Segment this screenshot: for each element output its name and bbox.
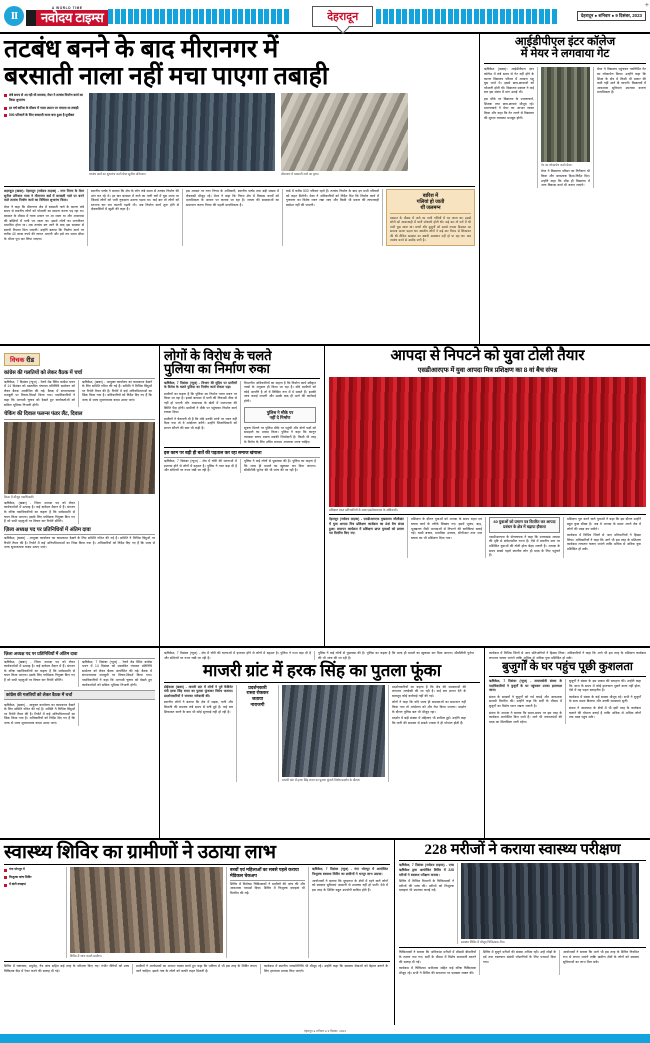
bullet-item: लंबे समय से आ रही थी समस्या, मेयर ने तटबंध निर्माण कार्य का किया शुभारंभ bbox=[4, 93, 83, 103]
gate-photo-caption: गेट का लोकार्पण करते मेयर। bbox=[541, 163, 573, 168]
elderly-col-2 bbox=[565, 679, 641, 724]
health-photo-caption: शिविर में जांच कराते ग्रामीण। bbox=[70, 954, 102, 959]
effigy-headline: माजरी ग्रांट में हरक सिंह का पुतला फूंका bbox=[202, 661, 442, 681]
sidebox-title-1: बारिश में bbox=[422, 193, 439, 199]
culvert-col-2 bbox=[240, 381, 316, 445]
lead-photo-drain bbox=[281, 93, 408, 171]
patients-col-4 bbox=[559, 950, 639, 975]
gate-body-2: मेयर ने विद्यालय पहुंचकर नवनिर्मित गेट का लोकार्पण किया। उन्होंने कहा कि शिक्षा के क्षेत्र में किसी भी प्रकार की कमी नहीं आने दी जाएगी। विद्यालयों में आवश्यक सुविधाएं उपलब्ध कराना प्राथमिकता है। bbox=[597, 67, 646, 95]
lead-photo-2-caption: मीरानगर में बरसाती नाले का दृश्य। bbox=[281, 172, 319, 176]
vichak-photo-caption: बैठक में मौजूद पदाधिकारी। bbox=[4, 494, 35, 499]
left-cont-band bbox=[4, 690, 155, 700]
edition-city-tab[interactable]: देहरादून bbox=[312, 6, 373, 27]
culvert-subhead: इस काम पर बड़ी ही बातें की पड़ताल कर रहा समाज खंगाला bbox=[164, 450, 262, 456]
top-zone bbox=[0, 34, 650, 344]
culvert-body-5: ऋषिकेश, 7 दिसंबर (न्यूज) - क्षेत्र में चोरी की घटनाओं में इजाफा होने से लोगों में दहशत है। पुलिस ने गश्त बढ़ा दी है और संदिग्धों पर नजर रखी जा रही है। bbox=[164, 459, 237, 473]
elderly-body-2: बुजुर्गों ने संस्था के इस प्रयास की सराहना की। उन्होंने कहा कि आज के समय में कोई हालचाल पूछने वाला नहीं होता, ऐसे में यह पहल सराहनीय है। bbox=[569, 678, 641, 693]
health-subhead: बच्चों एवं महिलाओं का सबसे पहले कराया मेडिकल चेकअप bbox=[230, 867, 299, 879]
vichak-col-3 bbox=[4, 501, 78, 524]
lead-headline-line2: बरसाती नाला नहीं मचा पाएगा तबाही bbox=[4, 62, 329, 90]
lead-bullets bbox=[4, 93, 86, 183]
bullet-item: हर वर्ष बारिश के मौसम में नाला उफान पर मचाता था तबाही bbox=[4, 106, 83, 111]
gate-story bbox=[480, 34, 650, 344]
logo-tagline: A WORLD TIME bbox=[51, 5, 83, 10]
patients-body-5: कार्यक्रम में चिकित्सा अधीक्षक सहित कई वरिष्ठ चिकित्सक मौजूद रहे। सभी ने शिविर की सफलता पर प्रसन्नता व्यक्त की। bbox=[399, 966, 476, 975]
effigy-story bbox=[160, 648, 485, 838]
vichak-body-5: ऋषिकेश, (खबर) - आयुक्त कार्यालय का कामकाज देखने के लिए समिति गठित की गई है। समिति ने विभिन्न बिंदुओं पर रिपोर्ट तैयार की है। रिपोर्ट में कई अनियमितताओं का जिक्र किया गया है। अधिकारियों को निर्देश दिए गए हैं कि जल्द से जल्द सुधारात्मक कदम उठाए जाएं। bbox=[4, 536, 155, 550]
vichak-subhead-1: कांग्रेस की गलतियों को लेकर वैठक में चर्चा bbox=[4, 370, 83, 376]
logo-name: नवोदय टाइम्स bbox=[26, 10, 108, 27]
vichak-tag-rest: रीड bbox=[26, 357, 35, 364]
effigy-pre-body-2: पुलिस ने कई लोगों से पूछताछ की है। पुलिस का कहना है कि जल्द ही मामले का खुलासा कर दिया जाएगा। सीसीटीवी फुटेज की भी जांच की जा रही है। bbox=[318, 651, 474, 660]
left-cont-subhead: ज़िला अध्यक्ष पद पर प्रतिनिधियों में अंतिम दावा bbox=[4, 651, 78, 656]
lead-photo-1-wrap bbox=[86, 93, 278, 183]
lead-dateline: शहरकू्त (खबर): देहरादून (नवोदय टाइम्स) - नगर निगम के मेयर सुनील उनियाल गामा ने मीरानगर वार्ड में बरसाती नाले पर बनने वाले तटबंध निर्माण कार्य का विधिवत शुभारंभ किया। bbox=[4, 189, 84, 203]
patients-col-3 bbox=[479, 950, 559, 975]
left-cont-col-4 bbox=[78, 703, 152, 726]
vichak-subhead-3: ज़िला अध्यक्ष पद पर प्रतिनिधियों में अंतिम दावा bbox=[4, 526, 91, 533]
sdrf-body-4: प्रशिक्षण पूरा करने वाले युवाओं ने कहा कि इस दौरान उन्होंने बहुत कुछ सीखा है। अब वे आपदा के समय अपने क्षेत्र में लोगों की मदद कर सकेंगे। bbox=[567, 517, 641, 531]
patients-body-1: शिविर में विभिन्न विभागों के चिकित्सकों ने मरीजों की जांच की। मरीजों को निःशुल्क दवाइयां भी उपलब्ध कराई गईं। bbox=[399, 879, 454, 893]
effigy-photo-caption: माजरी ग्रांट में हरक सिंह रावत का पुतला फूंकते विरोध प्रदर्शन के दौरान। bbox=[282, 777, 361, 782]
left-cont-col-3 bbox=[4, 703, 78, 726]
health-camp-story bbox=[0, 840, 395, 1025]
effigy-pre-col-2 bbox=[314, 651, 474, 660]
vichak-read-section bbox=[0, 346, 160, 646]
lead-body-columns bbox=[4, 189, 475, 246]
sidebox-title-3: थीं जलमग्न bbox=[420, 205, 441, 211]
health-camp-photo bbox=[70, 867, 223, 953]
health-bullets-col bbox=[4, 867, 66, 958]
lead-body-1: मेयर ने कहा कि मीरानगर क्षेत्र में बरसाती नाले के कारण लंबे समय से स्थानीय लोगों को परेशानी का सामना करना पड़ रहा था। बरसात के मौसम में नाला उफान पर आ जाता था और आसपास की बस्तियों में पानी भर जाता था। इससे लोगों का जनजीवन प्रभावित होता था। अब तटबंध बन जाने के बाद इस समस्या से स्थायी निजात मिल जाएगी। उन्होंने बताया कि निर्माण कार्य पर करीब 40 लाख रुपये की लागत आएगी और इसे तय समय सीमा के भीतर पूरा कर लिया जाएगा। bbox=[4, 204, 84, 242]
lead-sidebox-col bbox=[382, 189, 475, 246]
footer-color-strip bbox=[0, 1034, 650, 1043]
lead-col-2 bbox=[87, 189, 182, 246]
sdrf-col-3 bbox=[485, 517, 563, 557]
gate-body-3: इस मौके पर विद्यालय के प्रधानाचार्य, शिक्षक तथा छात्र-छात्राएं मौजूद रहे। प्रधानाचार्य ने मेयर का आभार व्यक्त किया और कहा कि गेट लगने से विद्यालय की सुरक्षा व्यवस्था मजबूत होगी। bbox=[484, 97, 534, 120]
health-photo-col bbox=[66, 867, 226, 958]
lead-body-3: इस अवसर पर नगर निगम के अधिकारी, स्थानीय पार्षद तथा बड़ी संख्या में क्षेत्रवासी मौजूद रहे। मेयर ने कहा कि निगम क्षेत्र में विकास कार्यों को प्राथमिकता के आधार पर कराया जा रहा है। जनता की समस्याओं का समाधान करना निगम की पहली प्राथमिकता है। bbox=[186, 189, 279, 207]
elderly-body-3: संस्था के अध्यक्ष ने बताया कि समय-समय पर इस तरह के कार्यक्रम आयोजित किए जाते हैं। आगे भी जरूरतमंदों की मदद का सिलसिला जारी रहेगा। bbox=[489, 710, 562, 724]
gate-headline-line1: आईडीपीएल इंटर कॉलेज bbox=[514, 36, 616, 48]
gate-photo-col bbox=[537, 67, 593, 187]
left-cont-body-1: ऋषिकेश, (खबर) - जिला अध्यक्ष पद को लेकर कार्यकर्ताओं में उत्साह है। कई दावेदार मैदान में हैं। संगठन के वरिष्ठ पदाधिकारियों का कहना है कि सर्वसम्मति से चयन किया जाएगा। इसके लिए पर्यवेक्षक नियुक्त किए गए हैं जो सभी पहलुओं पर विचार कर रिपोर्ट सौंपेंगे। bbox=[4, 659, 75, 682]
elderly-body-1: संस्था के सदस्यों ने बुजुर्गों को गर्म कपड़े और आवश्यक सामग्री वितरित की। उन्होंने कहा कि सर्दी के मौसम में बुजुर्गों का विशेष ध्यान रखना जरूरी है। bbox=[489, 694, 562, 708]
decorative-bar-left bbox=[108, 9, 309, 24]
crop-mark-icon: + bbox=[644, 2, 649, 9]
lead-photo-1-caption: तटबंध कार्य का शुभारंभ करते मेयर सुनील उनियाल। bbox=[89, 172, 146, 176]
vichak-tag[interactable] bbox=[4, 353, 40, 366]
lead-col-3 bbox=[182, 189, 282, 246]
health-col-2 bbox=[226, 867, 308, 958]
sdrf-body-3: एसडीआरएफ के सेनानायक ने कहा कि उत्तराखंड आपदा की दृष्टि से संवेदनशील राज्य है। ऐसे में स्थानीय स्तर पर प्रशिक्षित युवाओं की टोली होना बेहद जरूरी है। आपदा के समय सबसे पहले स्थानीय लोग ही मदद के लिए पहुंचते हैं। bbox=[489, 534, 560, 558]
lead-photo-crowd bbox=[89, 93, 275, 171]
effigy-tag-2: रास्ता रोककर bbox=[246, 690, 269, 696]
sdrf-inset bbox=[489, 517, 560, 532]
vichak-subhead-2: चेकिंग की दिवाल फलन्स फंडर लैंट, दिवाल bbox=[4, 411, 83, 418]
logo-monogram-icon: II bbox=[4, 6, 24, 26]
sdrf-inset-title: 60 युवाओं को प्रमाण पत्र वितरित कर आपदा प्रबंधन के क्षेत्र में बढ़ाया हौसला bbox=[493, 519, 556, 529]
bottom-zone bbox=[0, 840, 650, 1025]
culvert-body-6: पुलिस ने कई लोगों से पूछताछ की है। पुलिस का कहना है कि जल्द ही मामले का खुलासा कर दिया जाएगा। सीसीटीवी फुटेज की भी जांच की जा रही है। bbox=[244, 459, 316, 473]
bullet-item: में बांटी दवाइयां bbox=[4, 882, 63, 886]
vichak-photo bbox=[4, 422, 155, 494]
culvert-inset bbox=[244, 407, 316, 423]
effigy-photo-col bbox=[278, 685, 388, 782]
health-col-4 bbox=[4, 964, 132, 973]
health-body-4: ग्रामीणों ने आयोजकों का आभार व्यक्त करते हुए कहा कि भविष्य में भी इस तरह के शिविर लगाए जाने चाहिए। इससे गांव के लोगों को काफी राहत मिलती है। bbox=[136, 964, 257, 973]
left-continuation bbox=[0, 648, 160, 838]
vichak-col-4 bbox=[78, 501, 152, 524]
culvert-body-4: ग्रामीणों ने चेतावनी दी है कि यदि उनकी मांगों पर ध्यान नहीं दिया गया तो वे आंदोलन करेंगे। उन्होंने जिलाधिकारी को ज्ञापन सौंपने की बात भी कही है। bbox=[164, 416, 237, 430]
sdrf-dek: एसडीआरएफ में युवा आपदा मित्र प्रशिक्षण का 8 वां बैच संपन्न bbox=[417, 367, 558, 375]
patients-col-2 bbox=[399, 950, 479, 975]
lead-col-4 bbox=[282, 189, 382, 246]
patients-story bbox=[395, 840, 650, 1025]
effigy-body-5: प्रदर्शन में बड़ी संख्या में महिलाएं भी शामिल हुईं। उन्होंने कहा कि पानी की समस्या से सबसे ज्यादा वे ही परेशान होती हैं। bbox=[392, 716, 466, 725]
health-col-5 bbox=[132, 964, 260, 973]
left-cont-body-2: ऋषिकेश, 7 दिसंबर (न्यूज) - रेलवे रोड स्थित कांग्रेस भवन में 14 दिसंबर को प्रस्तावित पंचायत प्रतिनिधि सम्मेलन को लेकर बैठक आयोजित की गई। बैठक में संगठनात्मक मजबूती पर विचार-विमर्श किया गया। पदाधिकारियों ने कहा कि आगामी चुनाव को देखते हुए कार्यकर्ताओं को सक्रिय भूमिका निभानी होगी। bbox=[82, 659, 152, 687]
sdrf-body-2: प्रशिक्षण के दौरान युवाओं को आपदा के समय राहत एवं बचाव कार्य के तरीके सिखाए गए। इसमें भूकंप, बाढ़, भूस्खलन जैसी आपदाओं से निपटने की बारीकियां बताई गईं। रस्सी बचाव, प्राथमिक उपचार, सीपीआर तथा जल बचाव का भी प्रशिक्षण दिया गया। bbox=[411, 517, 482, 540]
sidebox-text: बरसात के मौसम में नाले का पानी गलियों में भर जाता था। इससे लोगों को आवाजाही में भारी परेशानी होती थी। कई बार तो घरों में भी पानी घुस जाता था। बच्चों और बुजुर्गों को सबसे ज्यादा दिक्कत का सामना करना पड़ता था। स्थानीय लोगों ने कई बार निगम से शिकायत की थी लेकिन समस्या का स्थायी समाधान नहीं हो पा रहा था। अब तटबंध बनने से उम्मीद जगी है। bbox=[390, 216, 471, 242]
culvert-dateline: ऋषिकेश, 7 दिसंबर (न्यूज) - विभाग की मुहिम पर ग्रामीणों के विरोध के चलते पुलिया का निर्माण कार्य रोकना पड़ा। bbox=[164, 380, 237, 390]
lead-photo-2-wrap bbox=[278, 93, 408, 183]
sdrf-body-1: देहरादून (नवोदय टाइम्स) - एसडीआरएफ मुख्यालय जौलीग्रांट में युवा आपदा मित्र प्रशिक्षण कार्यक्रम का 8वां बैच संपन्न हुआ। समापन कार्यक्रम में प्रशिक्षण प्राप्त युवाओं को प्रमाण पत्र वितरित किए गए। bbox=[329, 517, 404, 536]
elderly-col-1 bbox=[489, 679, 565, 724]
sdrf-story bbox=[325, 346, 650, 646]
culvert-col-3 bbox=[164, 459, 240, 473]
effigy-tags-col bbox=[236, 685, 278, 782]
lead-story bbox=[0, 34, 480, 344]
sidebox-title-2: गलियां हो जाती bbox=[416, 199, 445, 205]
footer-note: देहरादून ● शनिवार ● 9 दिसंबर, 2023 bbox=[304, 1029, 346, 1033]
health-col-3 bbox=[308, 867, 388, 958]
health-body-1: शिविर में विशेषज्ञ चिकित्सकों ने ग्रामीणों की जांच की और आवश्यक परामर्श दिया। शिविर में निःशुल्क दवाइयां भी वितरित की गईं। bbox=[230, 881, 305, 896]
culvert-body-3: सूचना मिलने पर पुलिस मौके पर पहुंची और दोनों पक्षों को समझाने का प्रयास किया। पुलिस ने कहा कि कानून व्यवस्था बनाए रखना सबकी जिम्मेदारी है। किसी भी तरह के विरोध के लिए उचित माध्यम अपनाया जाना चाहिए। bbox=[244, 425, 316, 444]
decorative-bar-right bbox=[376, 9, 577, 24]
left-cont-body-3: ऋषिकेश, (खबर) - आयुक्त कार्यालय का कामकाज देखने के लिए समिति गठित की गई है। समिति ने विभिन्न बिंदुओं पर रिपोर्ट तैयार की है। रिपोर्ट में कई अनियमितताओं का जिक्र किया गया है। अधिकारियों को निर्देश दिए गए हैं कि जल्द से जल्द सुधारात्मक कदम उठाए जाएं। bbox=[4, 702, 75, 726]
elderly-dateline: ऋषिकेश, 7 दिसंबर (न्यूज) - समाजसेवी संस्था के पदाधिकारियों ने बुजुर्गों के घर पहुंचकर उनका हालचाल जाना। bbox=[489, 678, 562, 693]
publication-logo[interactable] bbox=[4, 6, 108, 27]
masthead-dateline: देहरादून ● शनिवार ● 9 दिसंबर, 2023 bbox=[577, 11, 646, 21]
gate-body-1: ऋषिकेश (खबर)। आईडीपीएल इंटर कॉलेज में लंबे समय से गेट नहीं होने के कारण विद्यालय परिसर में आवारा पशु घुस जाते थे। इससे छात्र-छात्राओं को परेशानी होती थी। विद्यालय प्रबंधन ने कई बार इस संबंध में मांग उठाई थी। bbox=[484, 67, 534, 95]
sdrf-col-4 bbox=[563, 517, 641, 557]
gate-col-3 bbox=[593, 67, 646, 187]
health-body-2: आयोजकों ने बताया कि दूरदराज के क्षेत्रों में रहने वाले लोगों को स्वास्थ्य सुविधाएं आसानी से उपलब्ध नहीं हो पातीं। ऐसे में इस तरह के शिविर बहुत उपयोगी साबित होते हैं। bbox=[312, 878, 388, 892]
effigy-body-3: लोगों ने कहा कि यदि जल्द ही समस्याओं का समाधान नहीं किया गया तो आंदोलन को और तेज किया जाएगा। प्रदर्शन के दौरान पुलिस बल भी मौजूद रहा। bbox=[392, 700, 466, 714]
health-body-3: शिविर में रक्तचाप, मधुमेह, नेत्र जांच सहित कई तरह के परीक्षण किए गए। गंभीर रोगियों को उच्च चिकित्सा केंद्र में रेफर करने की सलाह दी गई। bbox=[4, 964, 129, 973]
bullet-item: 500 परिवारों के लिए बरसाती नाला बना हुआ है मुसीबत bbox=[4, 113, 83, 118]
gate-photo bbox=[541, 67, 590, 162]
culvert-story bbox=[160, 346, 325, 646]
patients-body-4: आयोजकों ने बताया कि आगे भी इस तरह के शिविर नियमित रूप से लगाए जाएंगे ताकि ग्रामीण क्षेत्रों के लोगों को स्वास्थ्य सुविधाओं का लाभ मिल सके। bbox=[563, 950, 639, 964]
rain-sidebox bbox=[386, 189, 475, 246]
lower-middle-zone bbox=[0, 648, 650, 838]
culvert-body-2: विभागीय अधिकारियों का कहना है कि निर्माण कार्य स्वीकृत नक्शे के अनुसार ही किया जा रहा है। यदि ग्रामीणों को कोई आपत्ति है तो वे लिखित रूप में दे सकते हैं। इसकी जांच कराई जाएगी और उसके बाद ही आगे की कार्रवाई होगी। bbox=[244, 380, 316, 403]
patients-dateline: ऋषिकेश, 7 दिसंबर (नवोदय टाइम्स) - एम्स ऋषिकेश द्वारा आयोजित शिविर में 228 मरीजों ने स्वास्थ्य परीक्षण कराया। bbox=[399, 863, 454, 877]
left-cont-col-1 bbox=[4, 660, 78, 688]
bullet-item: निःशुल्क जांच शिविर bbox=[4, 875, 63, 879]
culvert-col-1 bbox=[164, 381, 240, 445]
effigy-tag-1: प्रदर्शनकारी bbox=[248, 684, 267, 690]
health-col-6 bbox=[260, 964, 388, 973]
left-cont-band-title: कांग्रेस की गलतियों को लेकर वैठक में चर्चा bbox=[6, 692, 73, 698]
culvert-headline-1: लोगों के विरोध के चलते bbox=[164, 348, 272, 363]
culvert-inset-title-2: नहीं दे निर्माण bbox=[269, 414, 291, 420]
patients-photo-col bbox=[457, 863, 639, 944]
elderly-body-5: संस्था ने आसपास के क्षेत्रों में भी इसी तरह के कार्यक्रम चलाने की योजना बनाई है ताकि अधिक से अधिक लोगों तक मदद पहुंच सके। bbox=[569, 705, 641, 720]
effigy-col-4 bbox=[388, 685, 466, 782]
vichak-body-2: ऋषिकेश, (खबर) - आयुक्त कार्यालय का कामकाज देखने के लिए समिति गठित की गई है। समिति ने विभिन्न बिंदुओं पर रिपोर्ट तैयार की है। रिपोर्ट में कई अनियमितताओं का जिक्र किया गया है। अधिकारियों को निर्देश दिए गए हैं कि जल्द से जल्द सुधारात्मक कदम उठाए जाएं। bbox=[82, 379, 152, 402]
sdrf-photo-caption: प्रशिक्षण प्राप्त प्रतिभागियों के साथ एसडीआरएफ के अधिकारी। bbox=[329, 508, 398, 513]
patients-body-3: शिविर में बुजुर्ग मरीजों की संख्या अधिक रही। उन्हें जोड़ों के दर्द तथा रक्तचाप संबंधी परेशानियों के लिए परामर्श दिया गया। bbox=[483, 950, 556, 964]
sdrf-col-2 bbox=[407, 517, 485, 557]
lead-col-1 bbox=[4, 189, 87, 246]
elderly-pre-body: कार्यक्रम में विभिन्न जिलों से आए प्रतिभागियों ने हिस्सा लिया। अधिकारियों ने कहा कि आगे भी इस तरह के प्रशिक्षण कार्यक्रम लगातार चलाए जाएंगे ताकि अधिक से अधिक युवा प्रशिक्षित हो सकें। bbox=[489, 651, 646, 660]
masthead bbox=[0, 0, 650, 34]
effigy-body-4: स्थानीय लोगों ने बताया कि क्षेत्र में सड़क, पानी और बिजली की समस्या लंबे समय से बनी हुई है। कई बार शिकायत करने के बाद भी कोई सुनवाई नहीं हो रही है। bbox=[164, 700, 233, 714]
health-headline: स्वास्थ्य शिविर का ग्रामीणों ने उठाया लाभ bbox=[4, 842, 276, 863]
sdrf-headline: आपदा से निपटने को युवा टोली तैयार bbox=[390, 348, 585, 364]
sdrf-body-5: कार्यक्रम में विभिन्न जिलों से आए प्रतिभागियों ने हिस्सा लिया। अधिकारियों ने कहा कि आगे भी इस तरह के प्रशिक्षण कार्यक्रम लगातार चलाए जाएंगे ताकि अधिक से अधिक युवा प्रशिक्षित हो सकें। bbox=[567, 533, 641, 551]
culvert-col-4 bbox=[240, 459, 316, 473]
vichak-tag-bold: विचक bbox=[10, 357, 25, 364]
gate-body-4: मेयर ने विद्यालय परिसर का निरीक्षण भी किया और आवश्यक दिशा-निर्देश दिए। उन्होंने कहा कि शीघ्र ही विद्यालय में अन्य विकास कार्य भी कराए जाएंगे। bbox=[541, 169, 590, 188]
elderly-story bbox=[485, 648, 650, 838]
gate-col-1 bbox=[484, 67, 537, 187]
effigy-col-1 bbox=[164, 685, 236, 782]
patients-photo-caption: स्वास्थ्य शिविर में मौजूद चिकित्सक टीम। bbox=[461, 940, 505, 945]
middle-zone bbox=[0, 346, 650, 646]
health-dateline: ऋषिकेश, 7 दिसंबर (न्यूज) - गंगा भोगपुर में आयोजित निःशुल्क स्वास्थ्य शिविर का ग्रामीणों ने भरपूर लाभ उठाया। bbox=[312, 867, 388, 876]
logo-text-block bbox=[26, 6, 108, 27]
patients-headline: 228 मरीजों ने कराया स्वास्थ्य परीक्षण bbox=[424, 842, 621, 858]
sdrf-col-1 bbox=[329, 517, 407, 557]
culvert-headline-2: पुलिया का निर्माण रुका bbox=[164, 361, 270, 377]
left-cont-col-2 bbox=[78, 660, 152, 688]
sdrf-team-photo bbox=[329, 377, 646, 507]
effigy-photo bbox=[282, 685, 385, 777]
vichak-col-1 bbox=[4, 380, 78, 408]
patients-col-1 bbox=[399, 863, 457, 944]
culvert-inset-title-1: पुलिस ने मौके पर bbox=[266, 409, 294, 415]
culvert-body-1: ग्रामीणों का कहना है कि पुलिया का निर्माण गलत स्थान पर किया जा रहा है। इससे बरसात में पानी की निकासी ठीक से नहीं हो पाएगी और आसपास के खेतों में जलभराव की स्थिति पैदा होगी। ग्रामीणों ने मौके पर पहुंचकर निर्माण कार्य रुकवा दिया। bbox=[164, 391, 237, 415]
lead-body-4: वार्ड में करीब 500 परिवार रहते हैं। तटबंध निर्माण के बाद इन सभी परिवारों को राहत मिलेगी। मेयर ने अधिकारियों को निर्देश दिए कि निर्माण कार्य में गुणवत्ता का विशेष ध्यान रखा जाए और किसी भी प्रकार की लापरवाही बर्दाश्त नहीं की जाएगी। bbox=[286, 189, 379, 207]
vichak-col-2 bbox=[78, 380, 152, 408]
lead-headline-line1: तटबंध बनने के बाद मीरानगर में bbox=[4, 36, 279, 63]
lead-body-2: स्थानीय पार्षद ने बताया कि क्षेत्र के लोग लंबे समय से तटबंध निर्माण की मांग कर रहे थे। हर बार बरसात में नाले का पानी घरों में घुस जाता था जिससे लोगों को भारी नुकसान उठाना पड़ता था। कई बार तो लोगों को रतजगा कर रात काटनी पड़ती थी। अब निर्माण कार्य शुरू होने से क्षेत्रवासियों में खुशी की लहर है। bbox=[91, 189, 179, 212]
effigy-tag-4: नाराजगी bbox=[250, 701, 265, 707]
elderly-headline: बुजुर्गों के घर पहुंच पूछी कुशलता bbox=[502, 661, 633, 674]
effigy-body-1: डोईवाला (खबर) - माजरी ग्रांट में लोगों ने पूर्व कैबिनेट मंत्री हरक सिंह रावत का पुतला फूंककर विरोध जताया। प्रदर्शनकारियों ने जमकर नारेबाजी की। bbox=[164, 684, 233, 698]
patients-group-photo bbox=[461, 863, 639, 939]
bullet-item: गंगा भोगपुर में bbox=[4, 867, 63, 871]
health-body-5: कार्यक्रम में स्थानीय जनप्रतिनिधि भी मौजूद रहे। उन्होंने कहा कि स्वास्थ्य सेवाओं को बेहतर बनाने के लिए हरसंभव प्रयास किए जाएंगे। bbox=[264, 964, 388, 973]
effigy-pre-col-1 bbox=[164, 651, 314, 660]
effigy-pre-body-1: ऋषिकेश, 7 दिसंबर (न्यूज) - क्षेत्र में चोरी की घटनाओं में इजाफा होने से लोगों में दहशत है। पुलिस ने गश्त बढ़ा दी है और संदिग्धों पर नजर रखी जा रही है। bbox=[164, 651, 311, 660]
effigy-tag-3: जताया bbox=[251, 696, 264, 702]
elderly-body-4: कार्यक्रम में संस्था के कई सदस्य मौजूद रहे। सभी ने बुजुर्गों के साथ समय बिताया और उनकी समस्याएं सुनीं। bbox=[569, 694, 641, 704]
vichak-body-3: ऋषिकेश, (खबर) - जिला अध्यक्ष पद को लेकर कार्यकर्ताओं में उत्साह है। कई दावेदार मैदान में हैं। संगठन के वरिष्ठ पदाधिकारियों का कहना है कि सर्वसम्मति से चयन किया जाएगा। इसके लिए पर्यवेक्षक नियुक्त किए गए हैं जो सभी पहलुओं पर विचार कर रिपोर्ट सौंपेंगे। bbox=[4, 500, 75, 524]
vichak-body-1: ऋषिकेश, 7 दिसंबर (न्यूज) - रेलवे रोड स्थित कांग्रेस भवन में 14 दिसंबर को प्रस्तावित पंचायत प्रतिनिधि सम्मेलन को लेकर बैठक आयोजित की गई। बैठक में संगठनात्मक मजबूती पर विचार-विमर्श किया गया। पदाधिकारियों ने कहा कि आगामी चुनाव को देखते हुए कार्यकर्ताओं को सक्रिय भूमिका निभानी होगी। bbox=[4, 379, 75, 407]
effigy-body-2: प्रदर्शनकारियों का कहना है कि क्षेत्र की समस्याओं की लगातार अनदेखी की जा रही है। कई बार ज्ञापन देने के बावजूद कोई कार्रवाई नहीं की गई। bbox=[392, 684, 466, 698]
gate-headline-line2: में मेयर ने लगवाया गेट bbox=[520, 47, 610, 60]
patients-body-2: चिकित्सकों ने बताया कि अधिकांश मरीजों में मौसमी बीमारियों के लक्षण पाए गए। सर्दी के मौसम में विशेष सावधानी बरतने की सलाह दी गई। bbox=[399, 950, 476, 964]
